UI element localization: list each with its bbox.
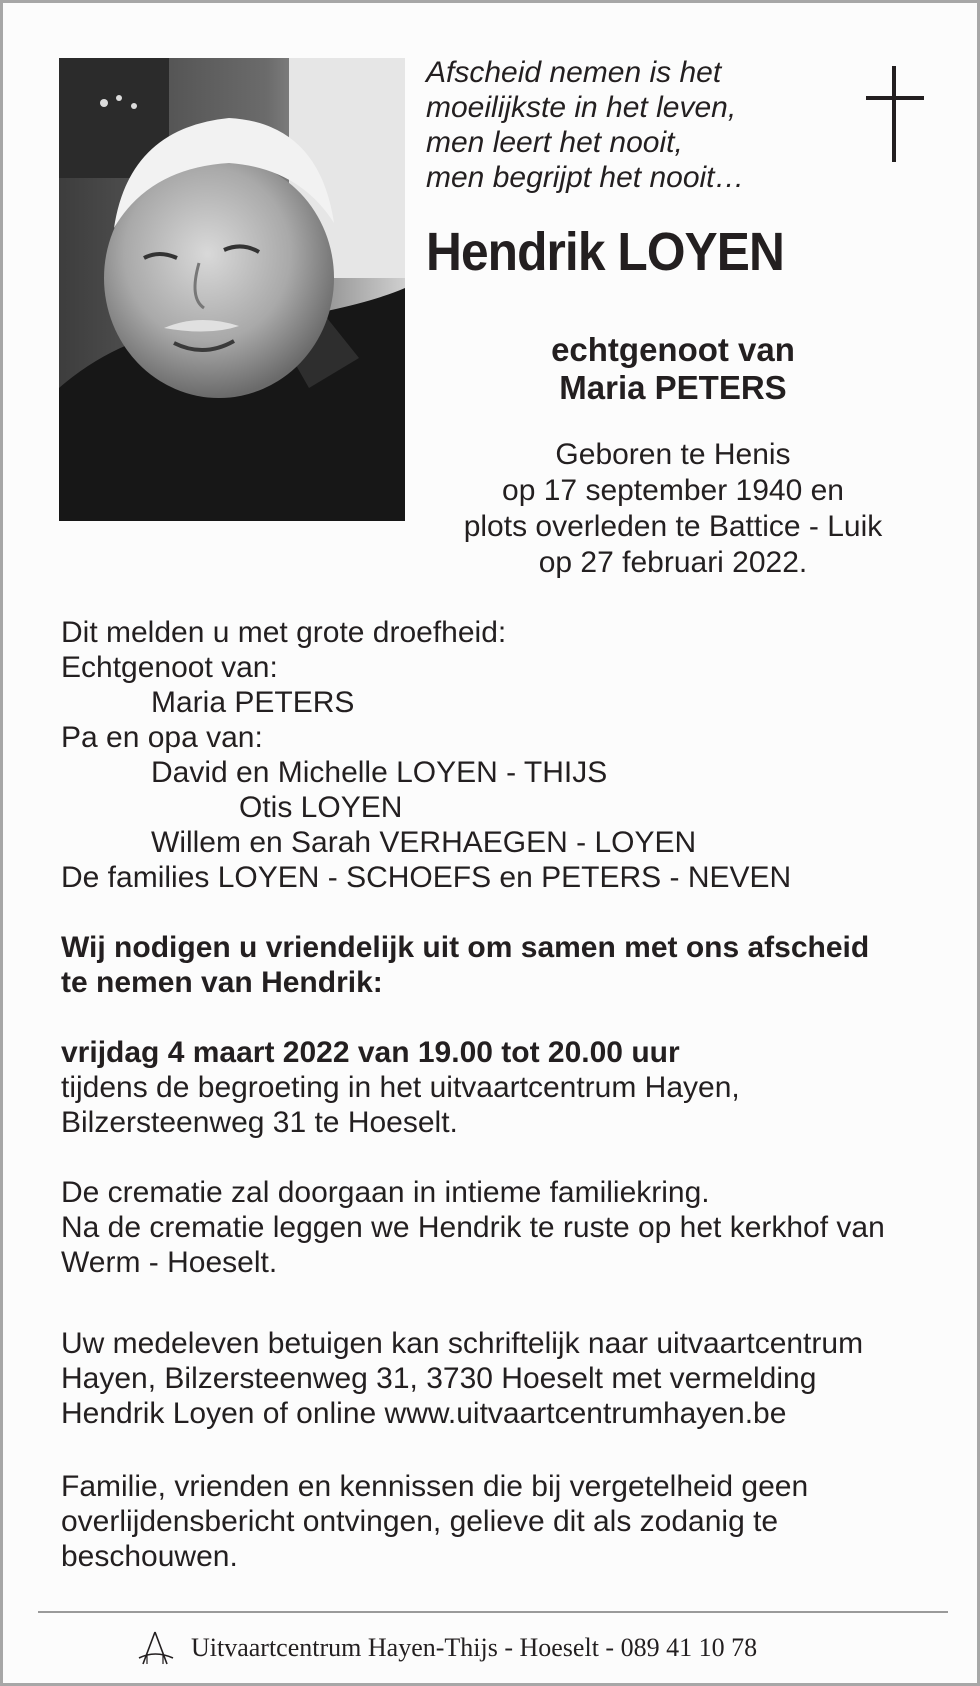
- condolence-line: Hendrik Loyen of online www.uitvaartcentrumhayen.be: [61, 1397, 787, 1430]
- funeral-home-logo-icon: [133, 1628, 179, 1668]
- condolence-line: Hayen, Bilzersteenweg 31, 3730 Hoeselt met vermelding: [61, 1362, 817, 1395]
- spouse-name: Maria PETERS: [559, 369, 787, 406]
- grandchild-entry: Otis LOYEN: [239, 791, 403, 824]
- announcement-body: [61, 615, 941, 1574]
- child-entry: David en Michelle LOYEN - THIJS: [151, 756, 608, 789]
- child-entry: Willem en Sarah VERHAEGEN - LOYEN: [151, 826, 697, 859]
- poem-line: Afscheid nemen is het: [426, 56, 722, 89]
- poem-line: men leert het nooit,: [426, 126, 683, 159]
- cremation-line: Werm - Hoeselt.: [61, 1246, 278, 1279]
- visitation-line: Bilzersteenweg 31 te Hoeselt.: [61, 1106, 458, 1139]
- condolence-line: Uw medeleven betuigen kan schriftelijk naar uitvaartcentrum: [61, 1327, 864, 1360]
- family-intro: Dit melden u met grote droefheid:: [61, 616, 507, 649]
- birth-line: plots overleden te Battice - Luik: [463, 510, 883, 543]
- cremation-line: Na de crematie leggen we Hendrik te ruste op het kerkhof van: [61, 1211, 885, 1244]
- portrait-photo: [59, 58, 405, 521]
- spouse-relation: echtgenoot van: [551, 331, 795, 368]
- spouse-block: [423, 331, 923, 407]
- poem-line: men begrijpt het nooit…: [426, 161, 745, 194]
- family-spouse-name: Maria PETERS: [151, 686, 355, 719]
- spouse-label: Echtgenoot van:: [61, 651, 278, 684]
- footer-divider: [38, 1611, 948, 1613]
- deceased-name: Hendrik LOYEN: [426, 222, 784, 282]
- invitation-line: te nemen van Hendrik:: [61, 966, 383, 999]
- cremation-line: De crematie zal doorgaan in intieme familiekring.: [61, 1176, 710, 1209]
- birth-death-info: [423, 437, 923, 581]
- birth-line: Geboren te Henis: [555, 438, 791, 471]
- poem-line: moeilijkste in het leven,: [426, 91, 737, 124]
- poem: [426, 55, 745, 195]
- children-label: Pa en opa van:: [61, 721, 263, 754]
- birth-line: op 17 september 1940 en: [502, 474, 844, 507]
- notice-line: beschouwen.: [61, 1540, 238, 1573]
- invitation-line: Wij nodigen u vriendelijk uit om samen met ons afscheid: [61, 931, 870, 964]
- visitation-line: tijdens de begroeting in het uitvaartcentrum Hayen,: [61, 1071, 740, 1104]
- birth-line: op 27 februari 2022.: [538, 546, 808, 579]
- families-line: De families LOYEN - SCHOEFS en PETERS - NEVEN: [61, 861, 792, 894]
- notice-line: overlijdensbericht ontvingen, gelieve dit als zodanig te: [61, 1505, 779, 1538]
- footer-text: Uitvaartcentrum Hayen-Thijs - Hoeselt - 089 41 10 78: [191, 1633, 758, 1662]
- cross-icon: [866, 66, 924, 162]
- portrait-illustration: [59, 58, 405, 521]
- footer: [133, 1628, 757, 1668]
- visitation-date: vrijdag 4 maart 2022 van 19.00 tot 20.00 uur: [61, 1036, 680, 1069]
- notice-line: Familie, vrienden en kennissen die bij vergetelheid geen: [61, 1470, 809, 1503]
